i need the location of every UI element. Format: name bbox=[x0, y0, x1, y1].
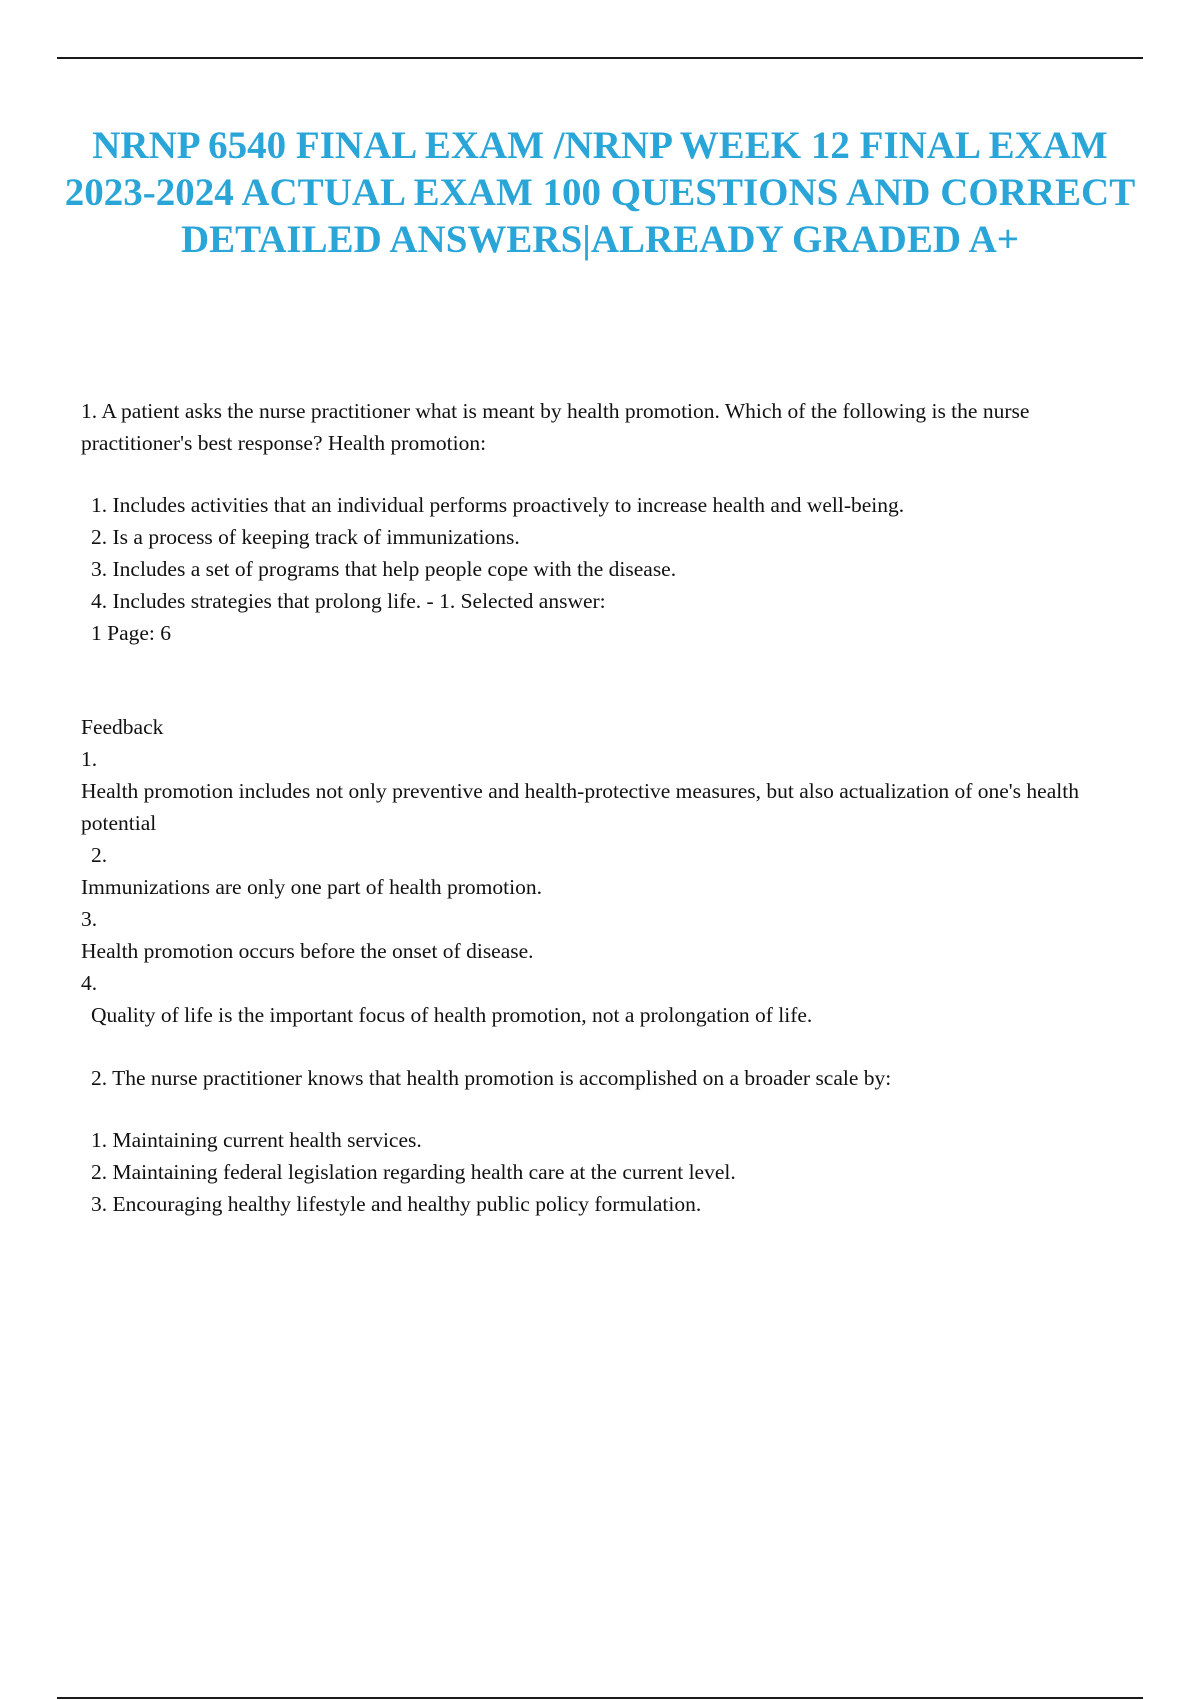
feedback-heading: Feedback bbox=[81, 715, 164, 739]
feedback-number: 3. bbox=[81, 907, 98, 931]
question-2-option: 2. Maintaining federal legislation regarding health care at the current level. bbox=[91, 1160, 736, 1184]
question-1-options bbox=[81, 489, 1081, 617]
top-rule bbox=[57, 57, 1143, 59]
feedback-number: 1. bbox=[81, 747, 98, 771]
question-1-stem: 1. A patient asks the nurse practitioner what is meant by health promotion. Which of the following is the nurse practitioner's best response? Health promotion: bbox=[81, 399, 1030, 455]
question-2-stem: 2. The nurse practitioner knows that health promotion is accomplished on a broader scale by: bbox=[91, 1066, 892, 1090]
question-2-option: 1. Maintaining current health services. bbox=[91, 1128, 422, 1152]
document-title: NRNP 6540 FINAL EXAM /NRNP WEEK 12 FINAL EXAM 2023-2024 ACTUAL EXAM 100 QUESTIONS AND CORRECT DETAILED ANSWERS|ALREADY GRADED A+ bbox=[64, 124, 1136, 261]
question-1-option: 4. Includes strategies that prolong life. - 1. Selected answer: bbox=[91, 589, 606, 613]
feedback-text: Health promotion includes not only preventive and health-protective measures, but also actualization of one's health potential bbox=[81, 779, 1079, 835]
question-1-option: 3. Includes a set of programs that help people cope with the disease. bbox=[91, 557, 677, 581]
feedback-number: 2. bbox=[91, 843, 108, 867]
question-1-page-ref: 1 Page: 6 bbox=[91, 621, 172, 645]
bottom-rule bbox=[57, 1697, 1143, 1699]
question-1-option: 1. Includes activities that an individual performs proactively to increase health and well-being. bbox=[91, 493, 905, 517]
feedback-text: Health promotion occurs before the onset of disease. bbox=[81, 939, 534, 963]
feedback-number: 4. bbox=[81, 971, 98, 995]
feedback-text: Immunizations are only one part of health promotion. bbox=[81, 875, 542, 899]
document-body bbox=[81, 395, 1081, 1220]
question-2-options bbox=[81, 1124, 1081, 1220]
feedback-text: Quality of life is the important focus of health promotion, not a prolongation of life. bbox=[91, 1003, 813, 1027]
question-2-option: 3. Encouraging healthy lifestyle and healthy public policy formulation. bbox=[91, 1192, 702, 1216]
question-1-option: 2. Is a process of keeping track of immunizations. bbox=[91, 525, 520, 549]
